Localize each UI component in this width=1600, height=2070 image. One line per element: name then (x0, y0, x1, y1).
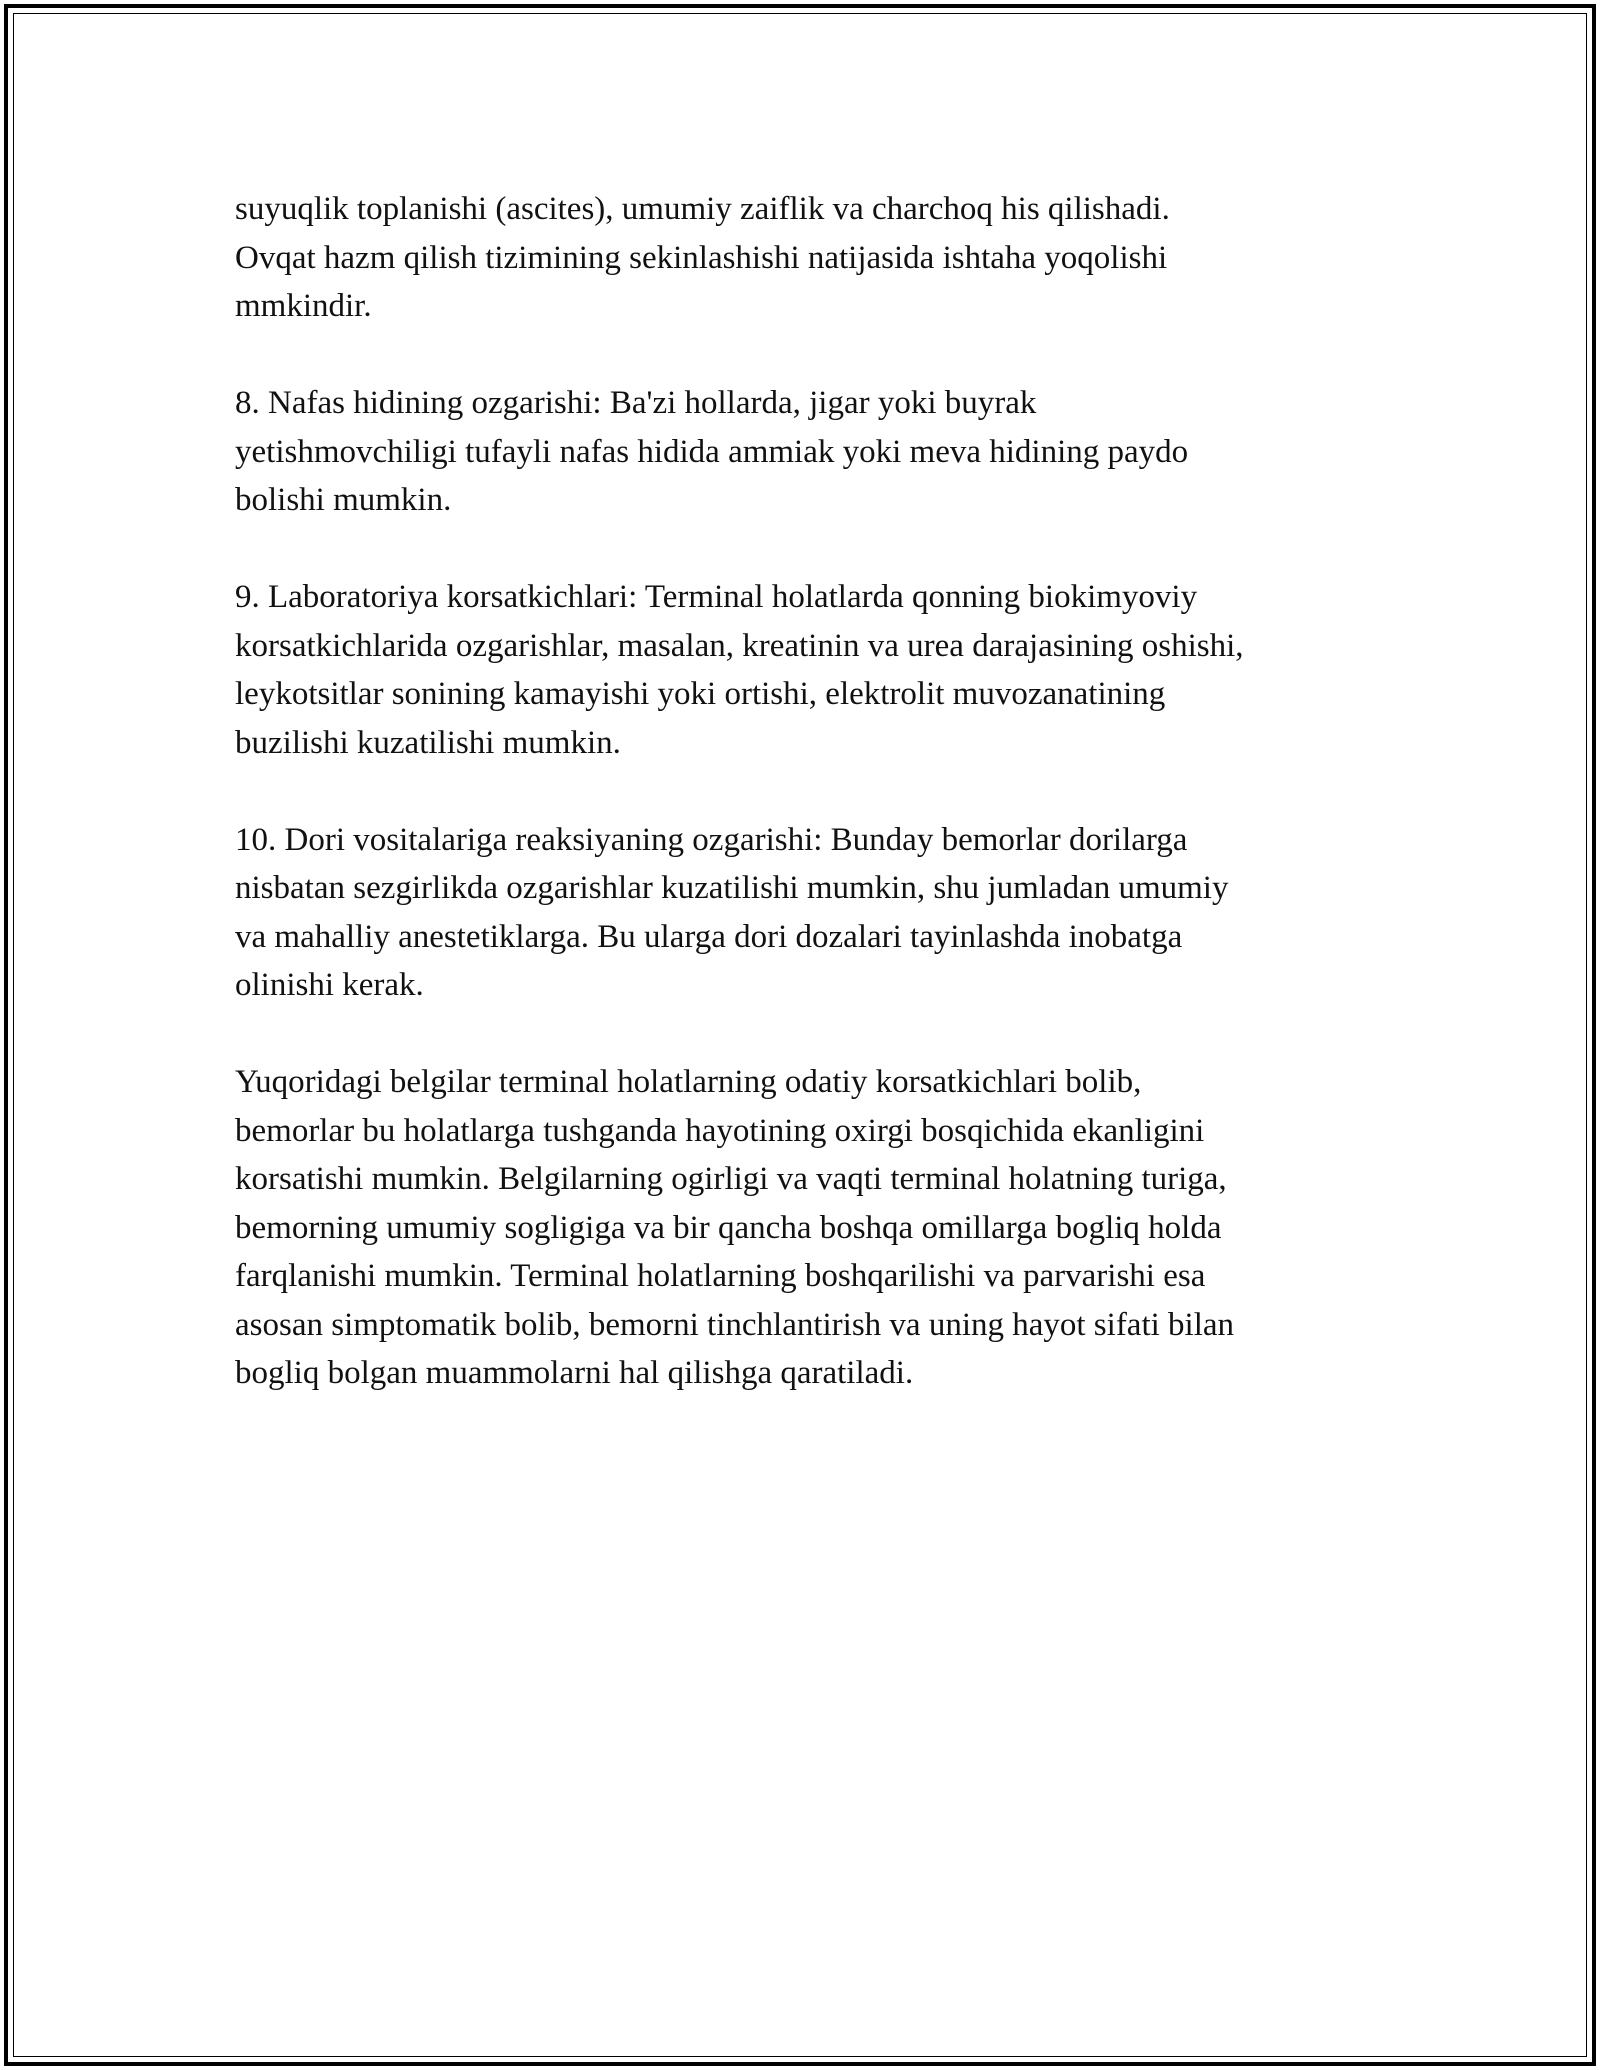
text-line: bogliq bolgan muammolarni hal qilishga qaratiladi. (235, 1355, 914, 1391)
text-line: suyuqlik toplanishi (ascites), umumiy zaiflik va charchoq his qilishadi. (235, 191, 1170, 227)
text-line: buzilishi kuzatilishi mumkin. (235, 724, 621, 761)
text-line: bolishi mumkin. (235, 482, 452, 518)
text-line: va mahalliy anestetiklarga. Bu ularga dori dozalari tayinlashda inobatga (235, 918, 1183, 955)
text-line: leykotsitlar sonining kamayishi yoki ortishi, elektrolit muvozanatining (235, 676, 1166, 712)
text-line: korsatishi mumkin. Belgilarning ogirligi va vaqti terminal holatning turiga, (235, 1161, 1227, 1197)
text-line: Yuqoridagi belgilar terminal holatlarning odatiy korsatkichlari bolib, (235, 1064, 1142, 1100)
text-line: bemorlar bu holatlarga tushganda hayotining oxirgi bosqichida ekanligini (235, 1112, 1205, 1149)
text-line: farqlanishi mumkin. Terminal holatlarning boshqarilishi va parvarishi esa (235, 1258, 1206, 1294)
text-line: Ovqat hazm qilish tizimining sekinlashishi natijasida ishtaha yoqolishi (235, 239, 1168, 276)
paragraph-item-10 (235, 816, 1380, 1010)
text-line: mmkindir. (235, 288, 372, 324)
text-line: 10. Dori vositalariga reaksiyaning ozgarishi: Bunday bemorlar dorilarga (235, 821, 1188, 858)
text-line: 9. Laboratoriya korsatkichlari: Terminal holatlarda qonning biokimyoviy (235, 579, 1198, 615)
text-line: asosan simptomatik bolib, bemorni tinchlantirish va uning hayot sifati bilan (235, 1306, 1235, 1343)
paragraph-conclusion (235, 1058, 1380, 1398)
text-line: 8. Nafas hidining ozgarishi: Ba'zi hollarda, jigar yoki buyrak (235, 385, 1037, 421)
text-line: olinishi kerak. (235, 967, 424, 1003)
document-body (235, 185, 1380, 1398)
paragraph-ascites-continuation (235, 185, 1380, 331)
text-line: korsatkichlarida ozgarishlar, masalan, kreatinin va urea darajasining oshishi, (235, 627, 1244, 664)
paragraph-item-9 (235, 573, 1380, 767)
paragraph-item-8 (235, 379, 1380, 525)
text-line: nisbatan sezgirlikda ozgarishlar kuzatilishi mumkin, shu jumladan umumiy (235, 870, 1229, 906)
text-line: yetishmovchiligi tufayli nafas hidida ammiak yoki meva hidining paydo (235, 433, 1189, 470)
text-line: bemorning umumiy sogligiga va bir qancha boshqa omillarga bogliq holda (235, 1209, 1222, 1246)
